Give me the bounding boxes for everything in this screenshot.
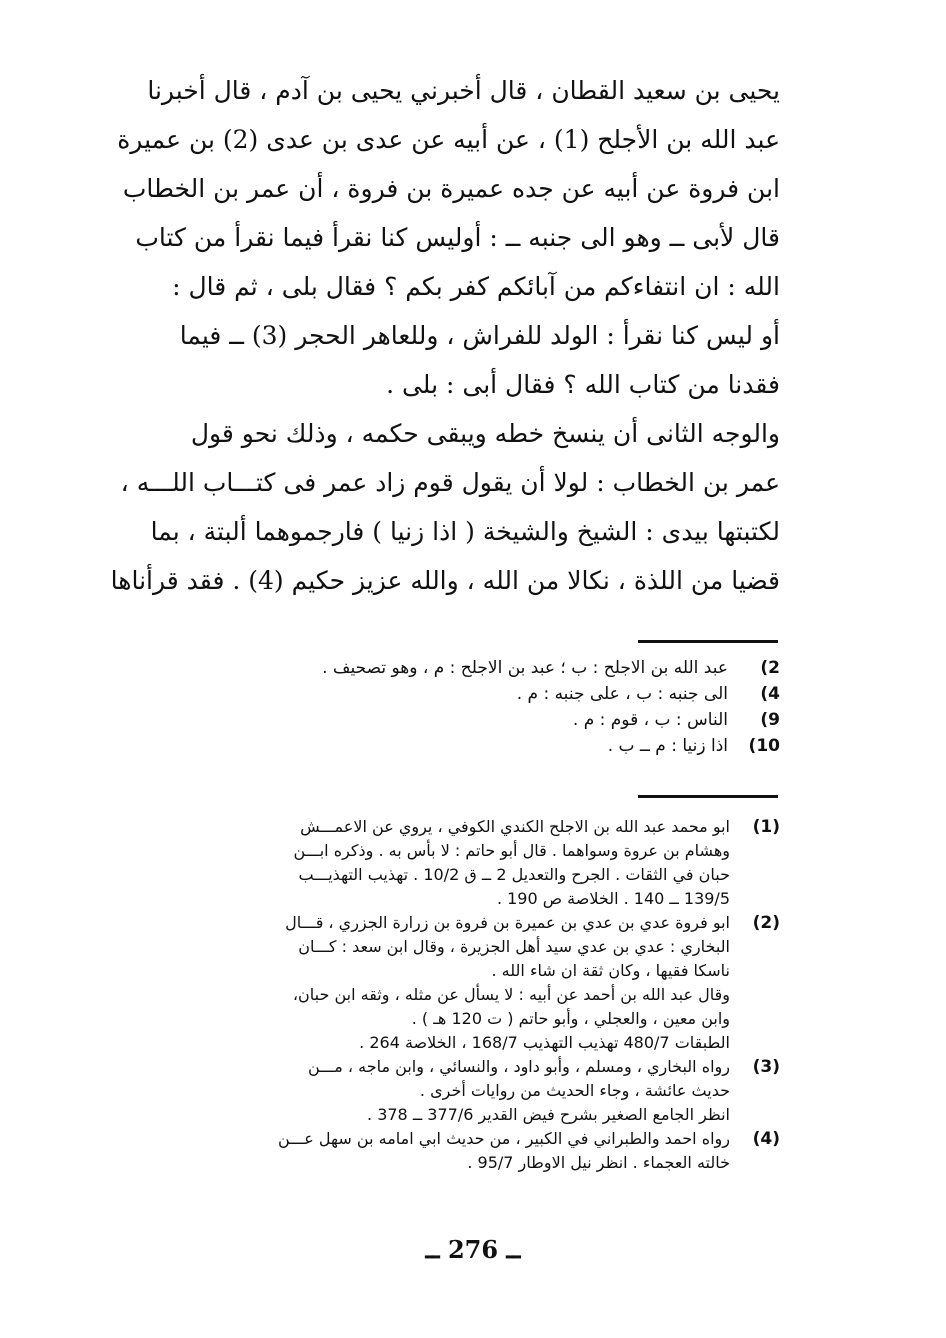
footnote-line: حديث عائشة ، وجاء الحديث من روايات أخرى . (419, 1081, 730, 1100)
text-line: أو ليس كنا نقرأ : الولد للفراش ، وللعاهر الحجر (3) ــ فيما (179, 321, 780, 350)
footnote-number: (3) (752, 1057, 780, 1077)
footnote-line: ابو فروة عدي بن عدي بن عميرة بن فروة بن زرارة الجزري ، قـــال (285, 913, 730, 932)
footnote-line: رواه احمد والطبراني في الكبير ، من حديث ابي امامه بن سهل عـــن (278, 1129, 730, 1148)
text-line: قال لأبى ــ وهو الى جنبه ــ : أوليس كنا نقرأ فيما نقرأ من كتاب (135, 223, 780, 252)
footnote-line: انظر الجامع الصغير بشرح فيض القدير 377/6 ــ 378 . (367, 1105, 730, 1124)
footnote-line: 139/5 ــ 140 . الخلاصة ص 190 . (496, 889, 730, 908)
text-line: ابن فروة عن أبيه عن جده عميرة بن فروة ، أن عمر بن الخطاب (122, 174, 780, 203)
footnote-number: (1) (752, 817, 780, 837)
footnote (128, 911, 780, 1055)
variant-text: الى جنبه : ب ، على جنبه : م . (516, 684, 728, 704)
variant-text: اذا زنيا : م ــ ب . (607, 736, 728, 756)
text-line: عمر بن الخطاب : لولا أن يقول قوم زاد عمر فى كتـــاب اللـــه ، (120, 468, 780, 497)
text-line: عبد الله بن الأجلح (1) ، عن أبيه عن عدى بن عدى (2) بن عميرة (117, 125, 780, 154)
variant-note (140, 655, 780, 681)
text-line: لكتبتها بيدى : الشيخ والشيخة ( اذا زنيا ) فارجموهما ألبتة ، بما (150, 517, 780, 546)
footnote-number: (2) (752, 913, 780, 933)
footnote-divider (638, 640, 778, 643)
text-line: يحيى بن سعيد القطان ، قال أخبرني يحيى بن آدم ، قال أخبرنا (147, 76, 780, 105)
text-line: الله : ان انتفاءكم من آبائكم كفر بكم ؟ فقال بلى ، ثم قال : (172, 272, 780, 301)
variant-note (140, 733, 780, 759)
footnote-line: خالته العجماء . انظر نيل الاوطار 95/7 . (467, 1153, 730, 1172)
variant-note (140, 707, 780, 733)
footnote-divider (638, 795, 778, 798)
text-line: والوجه الثانى أن ينسخ خطه ويبقى حكمه ، وذلك نحو قول (190, 419, 780, 448)
variant-text: عبد الله بن الاجلح : ب ؛ عبد بن الاجلح : م ، وهو تصحيف . (322, 658, 728, 678)
footnote (128, 815, 780, 911)
page-number: ــ 276 ــ (425, 1235, 521, 1264)
variant-number: 4) (760, 684, 780, 704)
text-line: قضيا من اللذة ، نكالا من الله ، والله عزيز حكيم (4) . فقد قرأناها (110, 566, 780, 595)
variant-number: 10) (748, 736, 780, 756)
footnote (128, 1127, 780, 1175)
footnote-line: البخاري : عدي بن عدي سيد أهل الجزيرة ، وقال ابن سعد : كـــان (298, 937, 730, 956)
footnote-line: وابن معين ، والعجلي ، وأبو حاتم ( ت 120 هـ ) . (411, 1009, 730, 1028)
footnote-line: ابو محمد عبد الله بن الاجلح الكندي الكوفي ، يروي عن الاعمـــش (300, 817, 730, 836)
footnote-line: رواه البخاري ، ومسلم ، وأبو داود ، والنسائي ، وابن ماجه ، مـــن (308, 1057, 730, 1076)
footnote-number: (4) (752, 1129, 780, 1149)
footnote-line: حبان في الثقات . الجرح والتعديل 2 ــ ق 10/2 . تهذيب التهذيـــب (298, 865, 730, 884)
footnote-line: ناسكا فقيها ، وكان ثقة ان شاء الله . (491, 961, 730, 980)
text-line: فقدنا من كتاب الله ؟ فقال أبى : بلى . (386, 370, 780, 399)
manuscript-variants (140, 655, 780, 759)
main-text (110, 66, 780, 605)
variant-number: 2) (760, 658, 780, 678)
footnote-line: وقال عبد الله بن أحمد عن أبيه : لا يسأل عن مثله ، وثقه ابن حبان، (292, 985, 730, 1004)
footnote-line: الطبقات 480/7 تهذيب التهذيب 168/7 ، الخلاصة 264 . (359, 1033, 730, 1052)
footnotes (128, 815, 780, 1175)
footnote-line: وهشام بن عروة وسواهما . قال أبو حاتم : لا بأس به . وذكره ابـــن (293, 841, 730, 860)
variant-text: الناس : ب ، قوم : م . (572, 710, 728, 730)
variant-note (140, 681, 780, 707)
variant-number: 9) (760, 710, 780, 730)
footnote (128, 1055, 780, 1127)
